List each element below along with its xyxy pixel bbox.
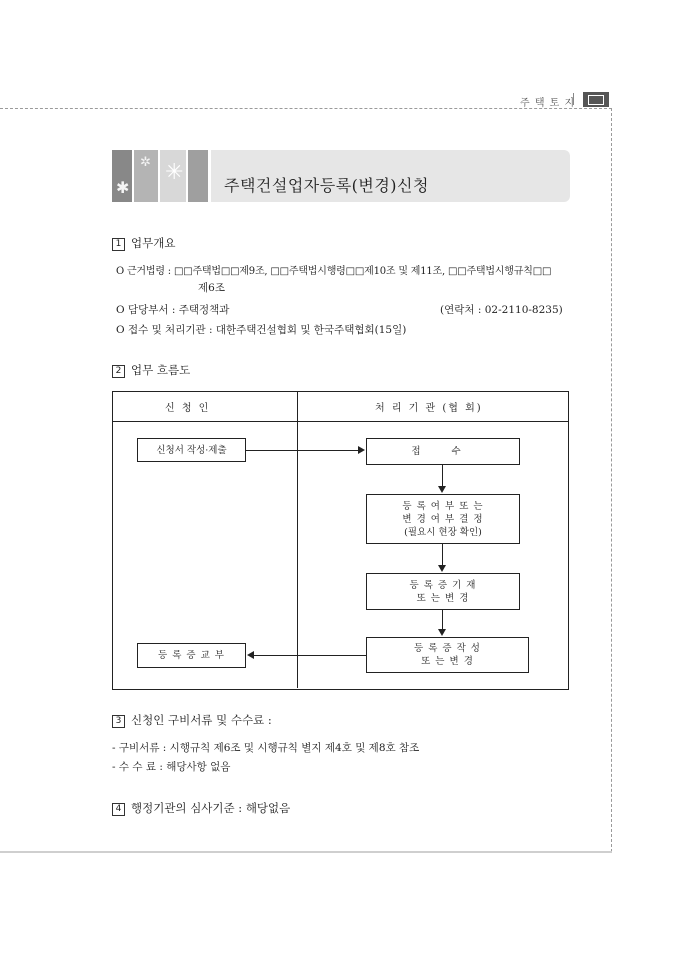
section-heading-4 (112, 800, 290, 816)
section-number: 1 (112, 238, 125, 251)
running-head: 주 택 토 지 (520, 98, 576, 109)
flow-arrow (246, 450, 358, 451)
legal-basis-line-1: O 근거법령 : □□주택법□□제9조, □□주택법시행령□□제10조 및 제11조, □□주택법시행규칙□□ (116, 266, 552, 277)
flower-icon: ✱ (116, 178, 130, 197)
department: O 담당부서 : 주택정책과 (116, 304, 230, 316)
page-title: 주택건설업자등록(변경)신청 (224, 176, 429, 195)
section-title: 행정기관의 심사기준 : 해당없음 (131, 801, 291, 815)
section-title: 신청인 구비서류 및 수수료 : (131, 713, 272, 727)
arrow-left-icon (247, 651, 254, 659)
arrow-down-icon (438, 629, 446, 636)
arrow-right-icon (358, 446, 365, 454)
arrow-down-icon (438, 486, 446, 493)
required-documents: - 구비서류 : 시행규칙 제6조 및 시행규칙 별지 제4호 및 제8호 참조 (112, 742, 420, 754)
right-dashed-rule (611, 108, 612, 852)
column-applicant: 신 청 인 (165, 403, 211, 414)
flow-box-receive: 접 수 (366, 438, 520, 465)
flow-box-decide (366, 494, 520, 544)
flow-text: 변 경 여 부 결 정 (402, 513, 484, 525)
flow-box-apply: 신청서 작성·제출 (137, 438, 246, 462)
flow-box-register (366, 573, 520, 610)
legal-basis-line-2: 제6조 (198, 282, 225, 294)
flow-arrow (442, 465, 443, 487)
flow-arrow (254, 655, 366, 656)
section-title: 업무개요 (131, 236, 176, 250)
arrow-down-icon (438, 565, 446, 572)
banner-square-4 (188, 150, 208, 202)
flow-text: 또 는 변 경 (421, 656, 474, 667)
header-separator (573, 93, 574, 105)
section-heading-3 (112, 712, 272, 728)
fee: - 수 수 료 : 해당사항 없음 (112, 761, 231, 773)
section-number: 3 (112, 715, 125, 728)
flow-arrow (442, 544, 443, 566)
section-heading-1 (112, 235, 175, 251)
page-number-box-inner (588, 95, 604, 105)
processing-agency: O 접수 및 처리기관 : 대한주택건설협회 및 한국주택협회(15일) (116, 324, 407, 336)
contact-number: (연락처 : 02-2110-8235) (440, 304, 563, 316)
flow-box-issue: 등 록 증 교 부 (137, 643, 246, 668)
column-agency: 처 리 기 관 (협 회) (375, 403, 483, 414)
flow-text: 또 는 변 경 (416, 592, 470, 604)
section-title: 업무 흐름도 (131, 363, 191, 377)
flow-text: 등 록 증 작 성 (414, 643, 481, 654)
flow-text: 등 록 증 기 재 (409, 579, 477, 591)
section-heading-2 (112, 362, 190, 378)
flower-icon: ✳ (165, 160, 184, 185)
flower-icon: ✲ (140, 155, 151, 170)
flow-box-certificate (366, 637, 529, 673)
flowchart-divider (297, 391, 298, 688)
section-number: 2 (112, 365, 125, 378)
flow-text: 등 록 여 부 또 는 (402, 500, 484, 512)
section-number: 4 (112, 803, 125, 816)
bottom-rule (0, 851, 612, 853)
top-dashed-rule (0, 108, 612, 109)
flow-arrow (442, 610, 443, 630)
flow-text: (필요시 현장 확인) (404, 526, 482, 538)
